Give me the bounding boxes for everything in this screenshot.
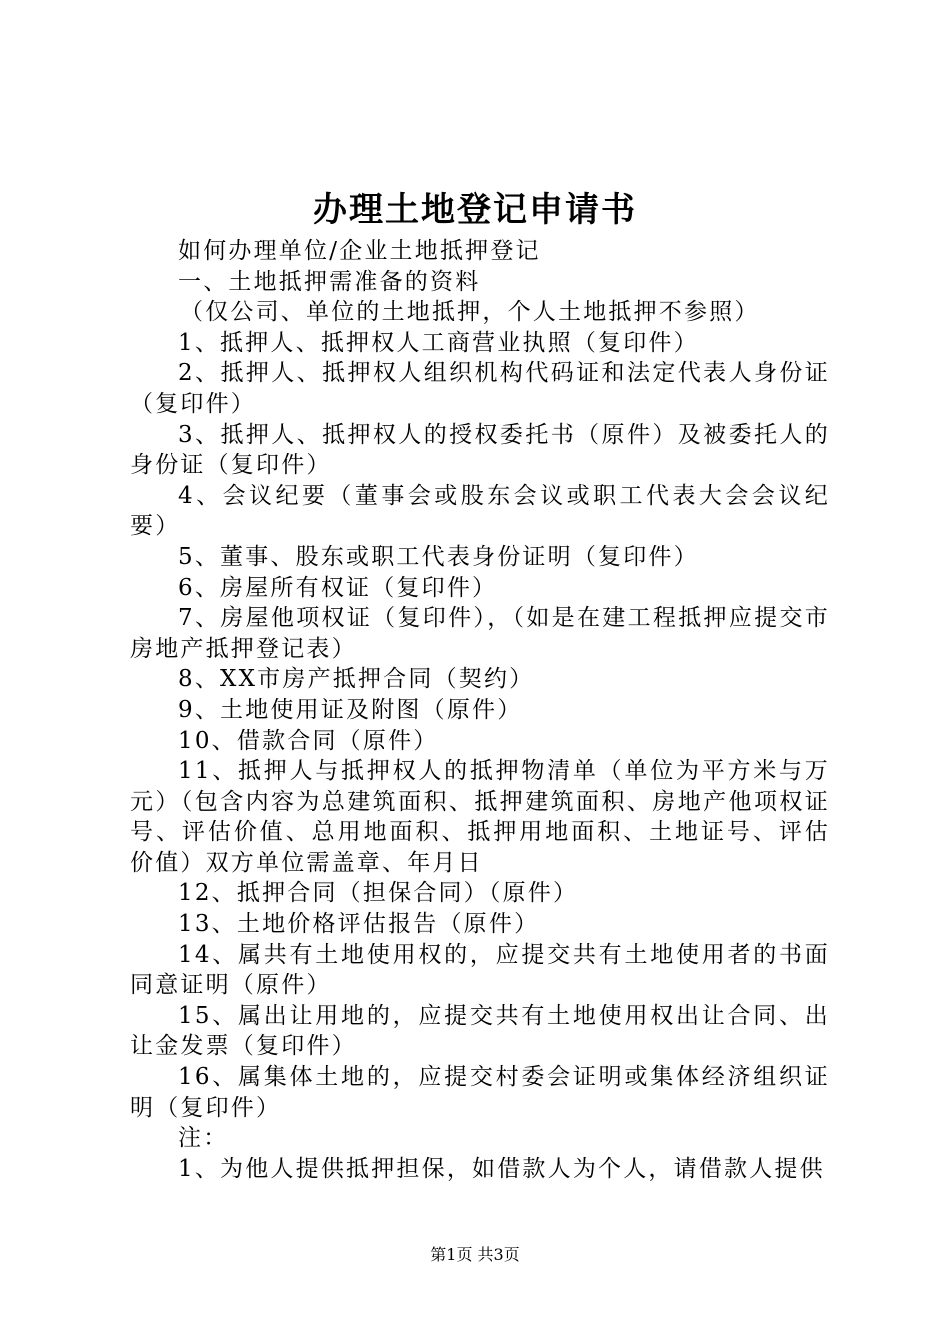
paragraph-item-13: 13、土地价格评估报告（原件） — [178, 911, 540, 938]
paragraph-item-12: 12、抵押合同（担保合同）（原件） — [178, 880, 579, 907]
paragraph-note-scope: （仅公司、单位的土地抵押，个人土地抵押不参照） — [180, 299, 760, 326]
paragraph-item-2: 2、抵押人、抵押权人组织机构代码证和法定代表人身份证（复印件） — [130, 360, 830, 417]
paragraph-subtitle: 如何办理单位/企业土地抵押登记 — [178, 238, 541, 264]
paragraph-item-11: 11、抵押人与抵押权人的抵押物清单（单位为平方米与万元）（包含内容为总建筑面积、抵押建筑面积、房地产他项权证号、评估价值、总用地面积、抵押用地面积、土地证号、评估价值）双方单位需盖章、年月日 — [130, 758, 830, 876]
paragraph-item-9: 9、土地使用证及附图（原件） — [178, 696, 523, 723]
paragraph-item-16: 16、属集体土地的，应提交村委会证明或集体经济组织证明（复印件） — [130, 1064, 830, 1121]
paragraph-item-3: 3、抵押人、抵押权人的授权委托书（原件）及被委托人的身份证（复印件） — [130, 421, 830, 479]
paragraph-item-5: 5、董事、股东或职工代表身份证明（复印件） — [178, 543, 699, 570]
paragraph-item-10: 10、借款合同（原件） — [178, 727, 439, 754]
document-body — [130, 236, 830, 1184]
paragraph-item-14: 14、属共有土地使用权的，应提交共有土地使用者的书面同意证明（原件） — [130, 941, 830, 999]
page-footer: 第1页 共3页 — [430, 1245, 520, 1264]
paragraph-item-7: 7、房屋他项权证（复印件），（如是在建工程抵押应提交市房地产抵押登记表） — [130, 605, 830, 662]
paragraph-item-1: 1、抵押人、抵押权人工商营业执照（复印件） — [178, 329, 699, 356]
paragraph-item-6: 6、房屋所有权证（复印件） — [178, 574, 498, 601]
paragraph-item-15: 15、属出让用地的，应提交共有土地使用权出让合同、出让金发票（复印件） — [130, 1002, 830, 1060]
paragraph-item-4: 4、会议纪要（董事会或股东会议或职工代表大会会议纪要） — [130, 482, 830, 540]
paragraph-note-heading: 注： — [178, 1125, 229, 1152]
paragraph-section-heading: 一、土地抵押需准备的资料 — [178, 268, 481, 295]
paragraph-note-1: 1、为他人提供抵押担保，如借款人为个人，请借款人提供 — [178, 1155, 825, 1182]
document-title: 办理土地登记申请书 — [313, 190, 637, 230]
paragraph-item-8: 8、XX市房产抵押合同（契约） — [178, 666, 535, 693]
